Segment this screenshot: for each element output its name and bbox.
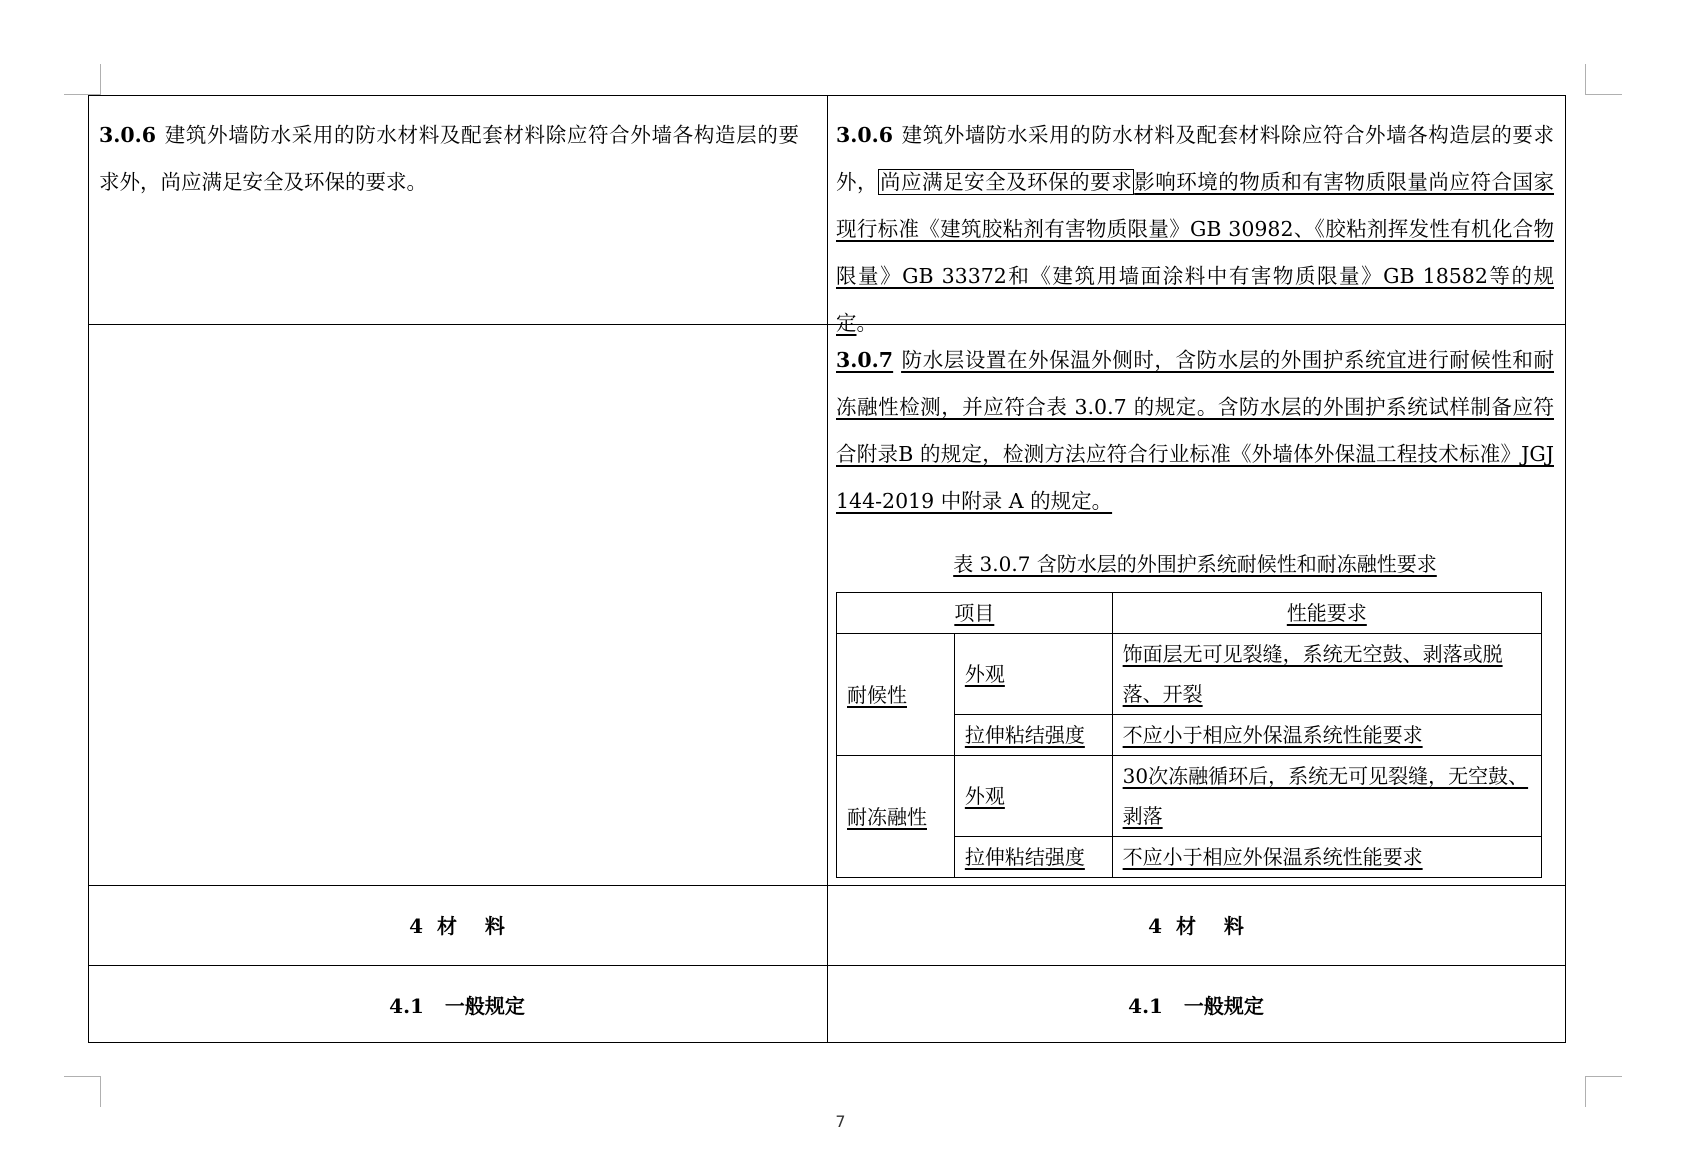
- table-row: [837, 634, 1542, 715]
- chapter-heading-left: 4 材 料: [409, 914, 505, 938]
- column-divider: [827, 96, 828, 1042]
- page-number: 7: [835, 1112, 846, 1131]
- clause-number: 3.0.7: [836, 348, 894, 372]
- left-clause-3-0-6: [99, 112, 799, 206]
- table-row: [837, 756, 1542, 837]
- crop-mark-bottom-left: [64, 1076, 101, 1107]
- item-cell: 拉伸粘结强度: [954, 715, 1112, 756]
- requirement-cell: 30次冻融循环后，系统无可见裂缝，无空鼓、剥落: [1112, 756, 1541, 837]
- crop-mark-top-right: [1585, 64, 1622, 95]
- clause-text: 建筑外墙防水采用的防水材料及配套材料除应符合外墙各构造层的要求外，尚应满足安全及环保的要求。: [99, 123, 799, 194]
- clause-number: 3.0.6: [836, 123, 894, 147]
- group-cell: 耐冻融性: [837, 756, 955, 878]
- table-caption: 表 3.0.7 含防水层的外围护系统耐候性和耐冻融性要求: [953, 552, 1437, 576]
- clause-number: 3.0.6: [99, 123, 157, 147]
- row-divider-2: [89, 885, 1565, 886]
- requirements-table: [836, 592, 1542, 878]
- header-item: 项目: [837, 593, 1113, 634]
- row-divider-3: [89, 965, 1565, 966]
- requirement-cell: 饰面层无可见裂缝，系统无空鼓、剥落或脱落、开裂: [1112, 634, 1541, 715]
- crop-mark-bottom-right: [1585, 1076, 1622, 1107]
- right-clause-3-0-7: [836, 337, 1554, 525]
- right-clause-3-0-6: [836, 112, 1554, 347]
- section-heading-right: 4.1 一般规定: [1128, 994, 1264, 1018]
- item-cell: 外观: [954, 634, 1112, 715]
- item-cell: 外观: [954, 756, 1112, 837]
- item-cell: 拉伸粘结强度: [954, 837, 1112, 878]
- requirement-cell: 不应小于相应外保温系统性能要求: [1112, 837, 1541, 878]
- boxed-deleted-text: 尚应满足安全及环保的要求: [880, 170, 1133, 194]
- requirement-cell: 不应小于相应外保温系统性能要求: [1112, 715, 1541, 756]
- clause-end: 。: [856, 311, 877, 335]
- crop-mark-top-left: [64, 64, 101, 95]
- inserted-text: 影响环境的物质和有害物质限量尚应符合国家现行标准《建筑胶粘剂有害物质限量》GB 30982、《胶粘剂挥发性有机化合物限量》GB 33372和《建筑用墙面涂料中有害物质限量》GB 18582等的规定: [836, 170, 1555, 335]
- header-requirement: 性能要求: [1112, 593, 1541, 634]
- table-header-row: [837, 593, 1542, 634]
- group-cell: 耐候性: [837, 634, 955, 756]
- section-heading-left: 4.1 一般规定: [389, 994, 525, 1018]
- clause-text: 防水层设置在外保温外侧时，含防水层的外围护系统宜进行耐候性和耐冻融性检测，并应符合表 3.0.7 的规定。含防水层的外围护系统试样制备应符合附录B 的规定，检测方法应符合行业标准《外墙体外保温工程技术标准》JGJ 144-2019 中附录 A 的规定。: [836, 348, 1554, 513]
- clause-text: 建筑外墙防水采用的防水材料及配套材料除应符合外墙各构造层的要求外，: [836, 123, 1554, 194]
- chapter-heading-right: 4 材 料: [1148, 914, 1244, 938]
